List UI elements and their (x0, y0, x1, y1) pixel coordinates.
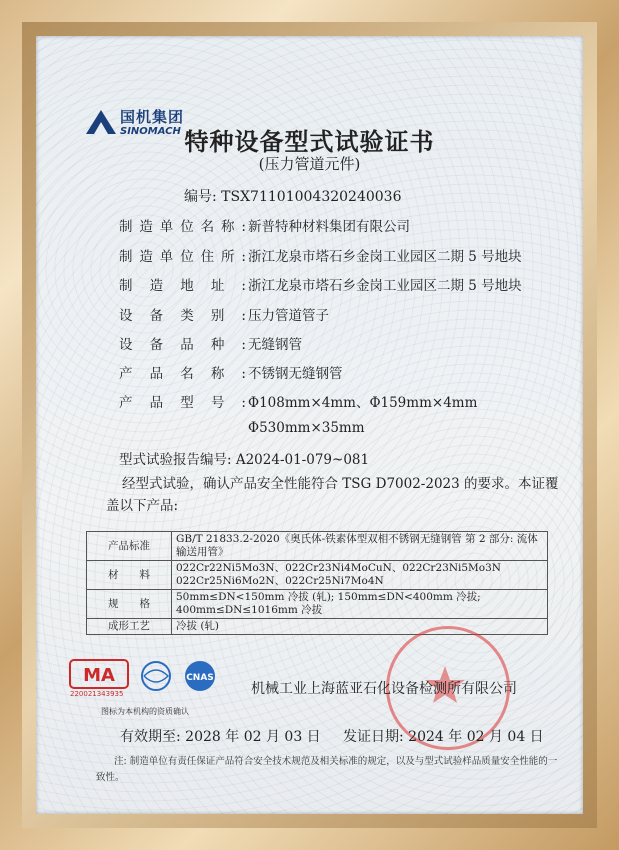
marks-note: 图标为本机构的资质确认 (101, 707, 189, 716)
field-label: 产品型号: (119, 395, 246, 411)
field-label: 产品名称: (119, 366, 246, 382)
svg-text:CNAS: CNAS (186, 673, 214, 683)
spec-key: 材 料 (87, 561, 172, 590)
field-label: 制造地址: (119, 278, 246, 294)
field-label: 制造单位名称: (119, 219, 246, 235)
field-row (119, 274, 522, 294)
spec-value: 冷拔 (轧) (172, 619, 548, 635)
field-value: 新普特种材料集团有限公司 (248, 219, 410, 235)
valid-until: 有效期至: 2028 年 02 月 03 日 (120, 729, 321, 745)
issuing-organization: 机械工业上海蓝亚石化设备检测所有限公司 (251, 681, 517, 697)
accreditation-marks (68, 656, 248, 706)
field-value: Φ108mm×4mm、Φ159mm×4mm (248, 395, 478, 411)
cnas-logo-icon (180, 658, 220, 698)
field-label: 设备品种: (119, 337, 246, 353)
table-row (87, 561, 548, 590)
svg-text:MA: MA (83, 665, 115, 686)
ilac-logo-icon (136, 658, 176, 698)
model-line-2: Φ530mm×35mm (248, 420, 365, 436)
product-spec-table (86, 531, 548, 635)
report-number: 型式试验报告编号: A2024-01-079~081 (119, 452, 370, 468)
field-row (119, 362, 343, 382)
conclusion-text: 经型式试验，确认产品安全性能符合 TSG D7002-2023 的要求。本证覆盖以下产品: (106, 476, 559, 514)
spec-value: 50mm≤DN<150mm 冷拔 (轧); 150mm≤DN<400mm 冷拔; 400mm≤DN≤1016mm 冷拔 (172, 590, 548, 619)
spec-key: 成形工艺 (87, 619, 172, 635)
spec-key: 产品标准 (87, 532, 172, 561)
field-value: 压力管道管子 (248, 308, 329, 324)
certificate-title: 特种设备型式试验证书 (184, 127, 435, 156)
certificate-subtitle: (压力管道元件) (258, 155, 361, 173)
field-row (119, 245, 522, 265)
logo-en-text: SINOMACH (120, 126, 181, 137)
table-row (87, 532, 548, 561)
certificate-paper (36, 36, 583, 814)
field-row (119, 333, 302, 353)
certificate-number: 编号: TSX71101004320240036 (184, 189, 402, 205)
logo-cn-text: 国机集团 (120, 108, 185, 126)
spec-value: GB/T 21833.2-2020《奥氏体-铁素体型双相不锈钢无缝钢管 第 2 部分: 流体输送用管》 (172, 532, 548, 561)
field-label: 制造单位住所: (119, 249, 246, 265)
field-value: 浙江龙泉市塔石乡金岗工业园区二期 5 号地块 (248, 278, 522, 294)
field-value: 浙江龙泉市塔石乡金岗工业园区二期 5 号地块 (248, 249, 522, 265)
footnote: 注: 制造单位有责任保证产品符合安全技术规范及相关标准的规定，以及与型式试验样品质量安全性能的一致性。 (96, 756, 558, 783)
field-value: 无缝钢管 (248, 337, 302, 353)
field-value: 不锈钢无缝钢管 (248, 366, 343, 382)
issue-date: 发证日期: 2024 年 02 月 04 日 (343, 729, 544, 745)
field-row (119, 304, 329, 324)
field-label: 设备类别: (119, 308, 246, 324)
table-row (87, 590, 548, 619)
field-row (119, 215, 410, 235)
spec-key: 规 格 (87, 590, 172, 619)
spec-value: 022Cr22Ni5Mo3N、022Cr23Ni4MoCuN、022Cr23Ni5Mo3N 022Cr25Ni6Mo2N、022Cr25Ni7Mo4N (172, 561, 548, 590)
field-row (119, 391, 477, 411)
cma-code: 220021343935 (70, 690, 124, 698)
